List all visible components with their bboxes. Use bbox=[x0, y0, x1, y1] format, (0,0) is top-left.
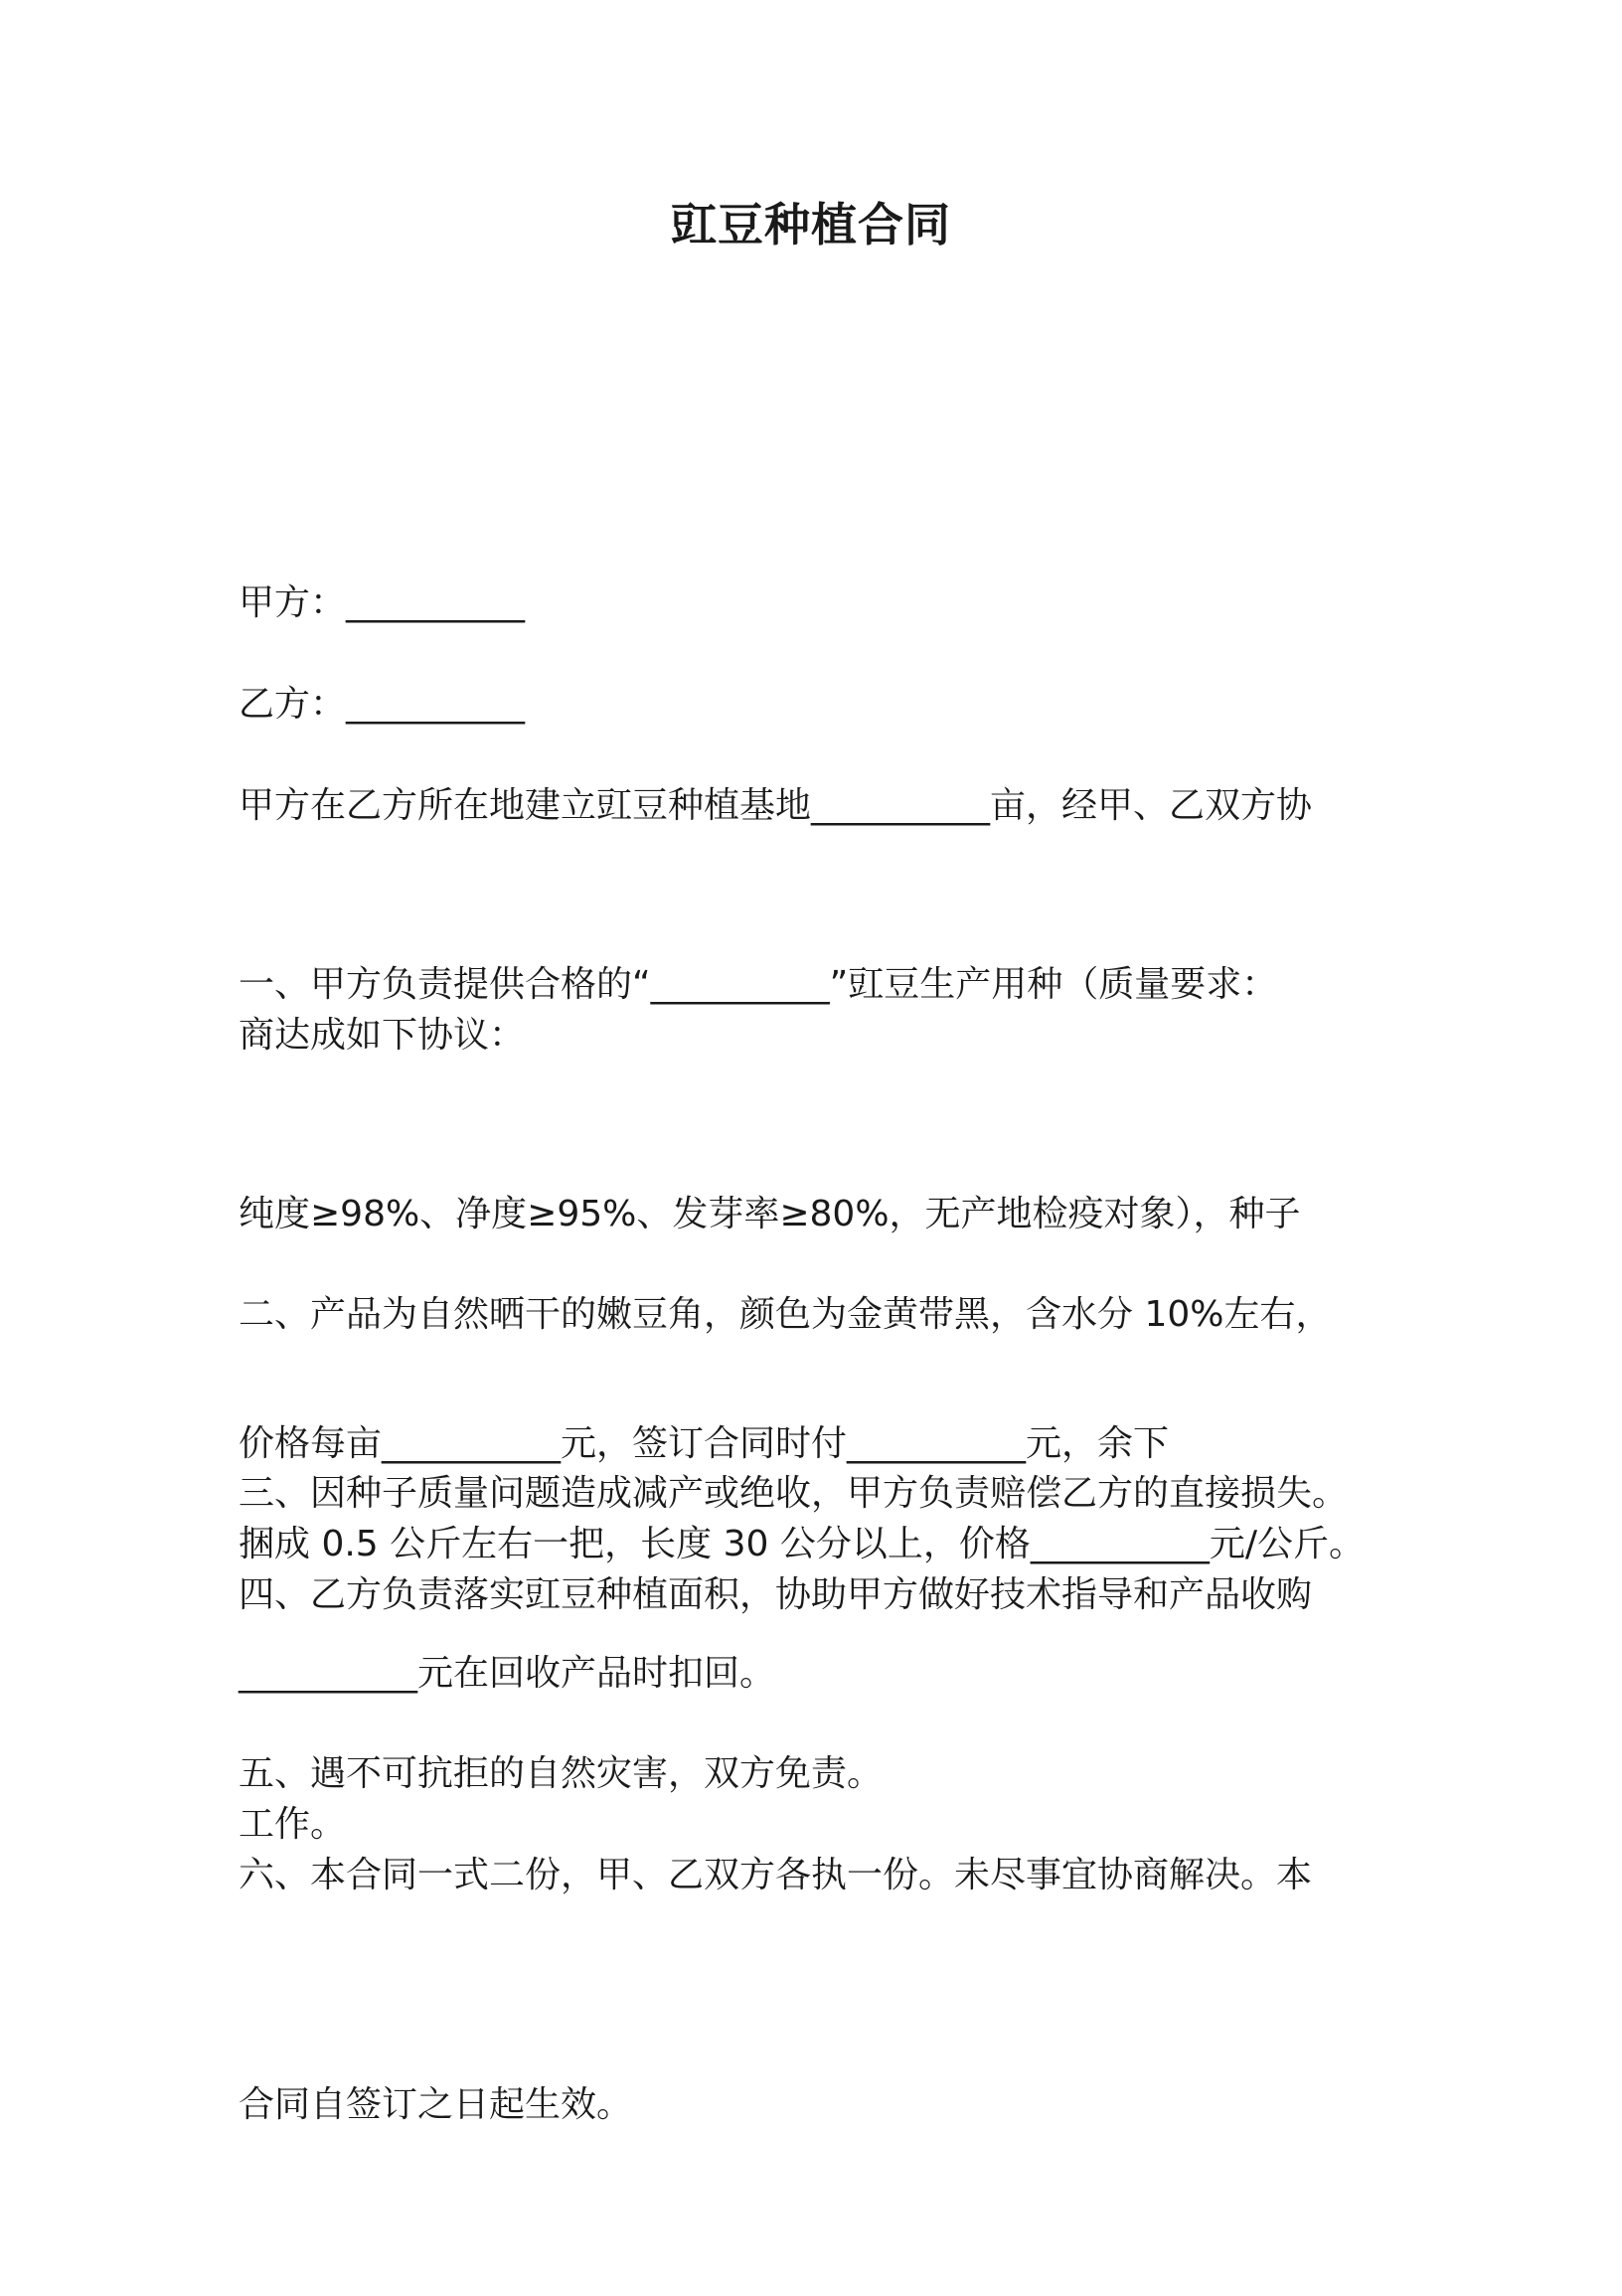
clause-6-line: 合同自签订之日起生效。 bbox=[239, 2084, 633, 2125]
clause-1-line: 价格每亩__________元，签订合同时付__________元，余下 bbox=[239, 1423, 1170, 1464]
clause-5-line: 五、遇不可抗拒的自然灾害，双方免责。 bbox=[239, 1753, 884, 1794]
clause-4-line: 四、乙方负责落实豇豆种植面积，协助甲方做好技术指导和产品收购 bbox=[239, 1574, 1313, 1615]
party-a-text: 甲方：__________ bbox=[239, 582, 526, 623]
clause-6-paragraph bbox=[239, 1684, 1381, 2296]
clause-2-line: 二、产品为自然晒干的嫩豆角，颜色为金黄带黑，含水分 10%左右， bbox=[239, 1294, 1332, 1335]
clause-6-line: 六、本合同一式二份，甲、乙双方各执一份。未尽事宜协商解决。本 bbox=[239, 1855, 1313, 1895]
party-b-text: 乙方：__________ bbox=[239, 684, 526, 725]
clause-4-line: 工作。 bbox=[239, 1804, 347, 1845]
clause-3-line: 三、因种子质量问题造成减产或绝收，甲方负责赔偿乙方的直接损失。 bbox=[239, 1473, 1349, 1514]
document-title: 豇豆种植合同 bbox=[671, 198, 951, 251]
intro-line: 商达成如下协议： bbox=[239, 1015, 526, 1056]
clause-2-line: 捆成 0.5 公斤左右一把，长度 30 公分以上，价格__________元/公斤。 bbox=[239, 1524, 1365, 1564]
clause-1-line: __________元在回收产品时扣回。 bbox=[239, 1653, 776, 1694]
intro-line: 甲方在乙方所在地建立豇豆种植基地__________亩，经甲、乙双方协 bbox=[239, 785, 1313, 826]
clause-1-line: 纯度≥98%、净度≥95%、发芽率≥80%，无产地检疫对象），种子 bbox=[239, 1194, 1301, 1234]
clause-1-line: 一、甲方负责提供合格的“__________”豇豆生产用种（质量要求： bbox=[239, 964, 1278, 1005]
